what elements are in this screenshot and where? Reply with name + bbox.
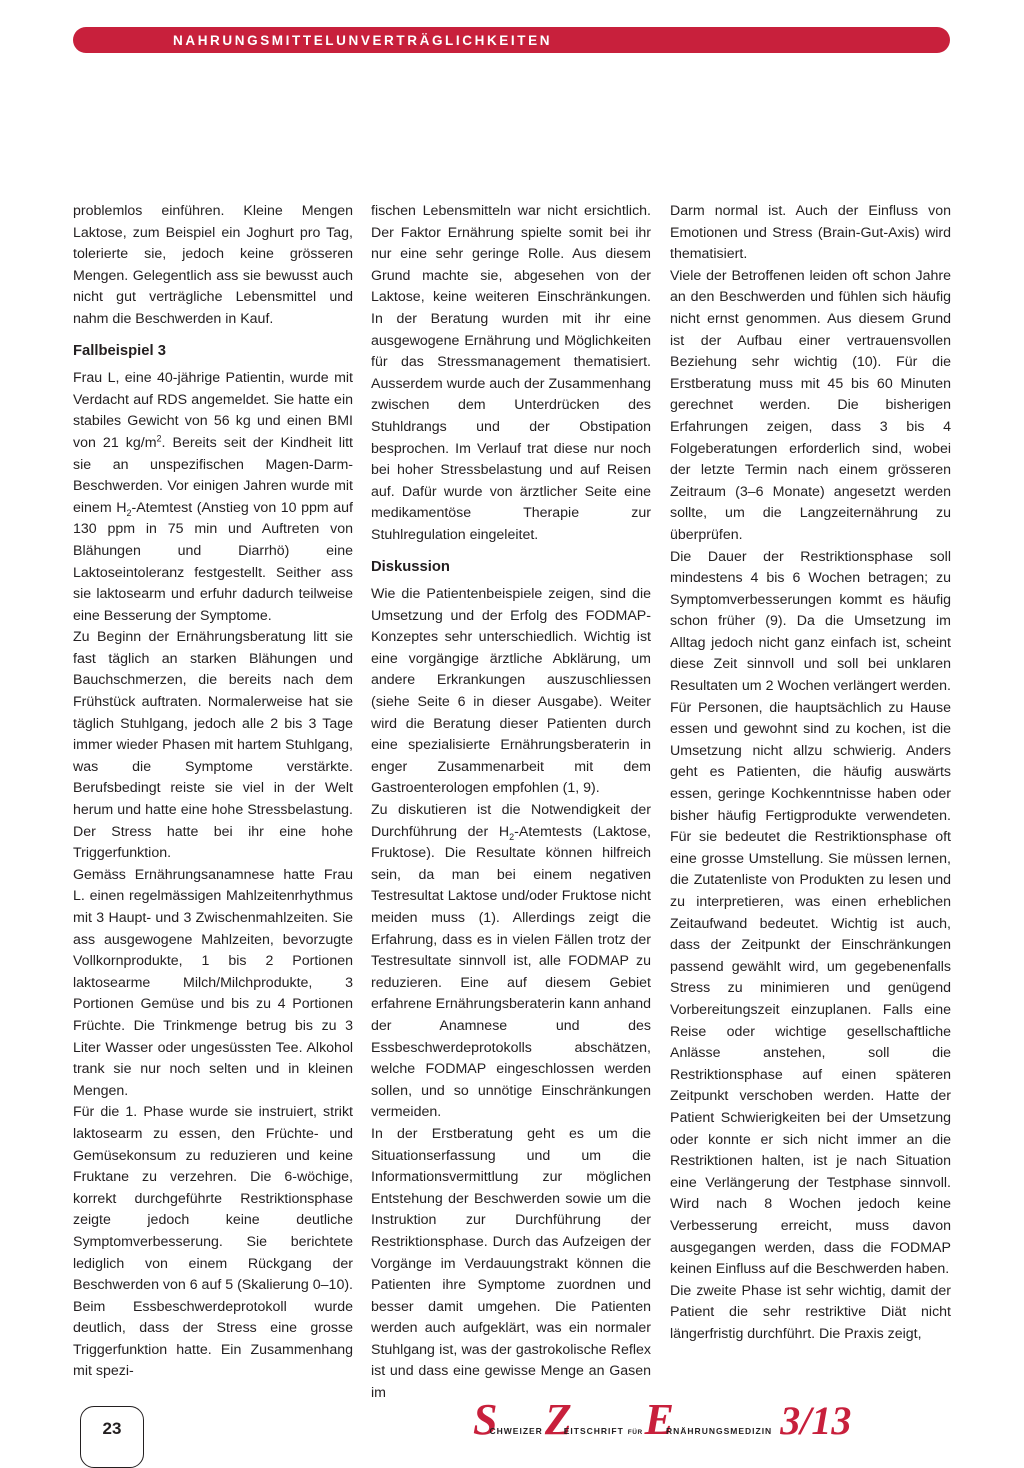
paragraph: Wie die Patientenbeispiele zeigen, sind die Umsetzung und der Erfolg des FODMAP-Konzeptes sehr unterschiedlich. Wichtig ist eine vorgängige ärztliche Abklärung, um andere Erkrankungen auszuschliessen (siehe Seite 6 in dieser Ausgabe). Weiter wird die Beratung dieser Patienten durch eine spezialisierte Ernährungsberaterin in enger Zusammenarbeit mit dem Gastroenterologen empfohlen (1, 9).: [371, 586, 651, 797]
paragraph: Die zweite Phase ist sehr wichtig, damit der Patient die sehr restriktive Diät nicht längerfristig durchführt. Die Praxis zeigt,: [670, 1282, 951, 1342]
masthead-initial-z: Z: [544, 1395, 572, 1444]
column-1: [73, 201, 353, 1383]
heading-fallbeispiel-3: Fallbeispiel 3: [73, 342, 166, 359]
heading-diskussion: Diskussion: [371, 558, 450, 575]
masthead-word: EITSCHRIFT: [563, 1426, 624, 1436]
paragraph: Die Dauer der Restriktionsphase soll mindestens 4 bis 6 Wochen betragen; zu Symptomverbesserungen kommt es häufig schon früher (9). Da die Umsetzung im Alltag jedoch nicht ganz einfach ist, scheint diese Zeit sinnvoll und soll bei unklaren Resultaten um 2 Wochen verlängert werden. Für Personen, die hauptsächlich zu Hause essen und gewohnt sind zu kochen, ist die Umsetzung nicht allzu schwierig. Anders geht es Patienten, die häufig auswärts essen, geringe Kochkenntnisse haben oder bisher häufig Fertigprodukte verwendeten. Für sie bedeutet die Restriktionsphase oft eine grosse Umstellung. Sie müssen lernen, die Zutatenliste von Produkten zu lesen und zu interpretieren, was einen erheblichen Zeitaufwand bedeutet. Wichtig ist auch, dass der Zeitpunkt der Einschränkungen passend gewählt wird, um gegebenenfalls Stress zu minimieren und genügend Vorbereitungszeit einzuplanen. Falls eine Reise oder wichtige gesellschaftliche Anlässe anstehen, soll die Restriktionsphase auf einen späteren Zeitpunkt verschoben werden. Hatte der Patient Schwierigkeiten bei der Umsetzung oder konnte er sich nicht immer an die Restriktionen halten, ist je nach Situation eine Verlängerung der Testphase sinnvoll. Wird nach 8 Wochen jedoch keine Verbesserung erreicht, muss davon ausgegangen werden, dass die FODMAP keinen Einfluss auf die Beschwerden haben.: [670, 548, 951, 1278]
column-2: [371, 201, 651, 1405]
paragraph: Für die 1. Phase wurde sie instruiert, strikt laktosearm zu essen, den Früchte- und Gemüsekonsum zu reduzieren und keine Fruktane zu verzehren. Die 6-wöchige, korrekt durchgeführte Restriktionsphase zeigte jedoch keine deutliche Symptomverbesserung. Sie berichtete lediglich von einem Rückgang der Beschwerden von 6 auf 5 (Skalierung 0–10). Beim Essbeschwerdeprotokoll wurde deutlich, dass der Stress eine grosse Triggerfunktion hatte. Ein Zusammenhang mit spezi-: [73, 1104, 353, 1380]
page-number-tab: [80, 1406, 144, 1468]
masthead-word: FÜR: [627, 1429, 643, 1436]
paragraph: problemlos einführen. Kleine Mengen Laktose, zum Beispiel ein Joghurt pro Tag, tolerierte sie, jedoch keine grösseren Mengen. Gelegentlich ass sie bewusst auch nicht gut verträgliche Lebensmittel und nahm die Beschwerden in Kauf.: [73, 203, 353, 327]
column-3: [670, 201, 951, 1345]
paragraph: Darm normal ist. Auch der Einfluss von Emotionen und Stress (Brain-Gut-Axis) wird thematisiert.: [670, 203, 951, 263]
paragraph: In der Erstberatung geht es um die Situationserfassung und um die Informationsvermittlung zur möglichen Entstehung der Beschwerden sowie um die Instruktion zur Durchführung der Restriktionsphase. Durch das Aufzeigen der Vorgänge im Verdauungstrakt können die Patienten ihre Symptome zuordnen und besser damit umgehen. Die Patienten werden auch aufgeklärt, was ein normaler Stuhlgang ist, was der gastrokolische Reflex ist und dass eine gewisse Menge an Gasen im: [371, 1125, 651, 1402]
masthead-word: CHWEIZER: [489, 1426, 543, 1436]
paragraph: Gemäss Ernährungsanamnese hatte Frau L. einen regelmässigen Mahlzeitenrhythmus mit 3 Haupt- und 3 Zwischenmahlzeiten. Sie ass ausgewogene Mahlzeiten, bevorzugte Vollkornprodukte, 1 bis 2 Portionen laktosearme Milch/Milchprodukte, 3 Portionen Gemüse und bis zu 4 Portionen Früchte. Die Trinkmenge betrug bis zu 3 Liter Wasser oder ungesüssten Tee. Alkohol trank sie nur noch selten und in kleinen Mengen.: [73, 866, 353, 1099]
paragraph: Zu diskutieren ist die Notwendigkeit der Durchführung der $H_2$-Atemtests (Laktose, Fruktose). Die Resultate können hilfreich sein, da man bei einem negativen Testresultat Laktose und/oder Fruktose nicht meiden muss (1). Allerdings zeigt die Erfahrung, dass es in vielen Fällen trotz der Testresultate sinnvoll ist, alle FODMAP zu reduzieren. Eine auf diesem Gebiet erfahrene Ernährungsberaterin kann anhand der Anamnese und des Essbeschwerdeprotokolls abschätzen, welche FODMAP eingeschlossen werden sollen, und so unnötige Einschränkungen vermeiden.: [371, 802, 652, 1121]
page-number: 23: [102, 1419, 122, 1438]
section-title: NAHRUNGSMITTELUNVERTRÄGLICHKEITEN: [173, 33, 553, 48]
masthead-word: RNÄHRUNGSMEDIZIN: [666, 1426, 773, 1436]
header-bar: [73, 27, 950, 53]
masthead-initial-e: E: [644, 1395, 674, 1444]
paragraph: Viele der Betroffenen leiden oft schon Jahre an den Beschwerden und fühlen sich häufig nicht ernst genommen. Aus diesem Grund ist der Aufbau einer vertrauensvollen Beziehung sehr wichtig (10). Für die Erstberatung muss mit 45 bis 60 Minuten gerechnet werden. Die bisherigen Erfahrungen zeigen, dass 3 bis 4 Folgeberatungen erforderlich sind, wobei der letzte Termin nach einem grösseren Zeitraum (3–6 Monate) angesetzt werden sollte, um die Langzeiternährung zu überprüfen.: [670, 267, 951, 543]
issue-number: 3/13: [780, 1398, 852, 1443]
paragraph: fischen Lebensmitteln war nicht ersichtlich. Der Faktor Ernährung spielte somit bei ihr nur eine sehr geringe Rolle. Aus diesem Grund machte sie, abgesehen von der Laktose, keine weiteren Einschränkungen. In der Beratung wurden mit ihr eine ausgewogene Ernährung und Möglichkeiten für das Stressmanagement thematisiert. Ausserdem wurde auch der Zusammenhang zwischen dem Unterdrücken des Stuhldrangs und der Obstipation besprochen. Im Verlauf trat diese nur noch bei hoher Stressbelastung und auf Reisen auf. Dafür wurde von ärztlicher Seite eine medikamentöse Therapie zur Stuhlregulation eingeleitet.: [371, 203, 651, 543]
paragraph: Frau L, eine 40-jährige Patientin, wurde mit Verdacht auf RDS angemeldet. Sie hatte ein stabiles Gewicht von 56 kg und einen BMI von 21 $kg/m^2$. Bereits seit der Kindheit litt sie an unspezifischen Magen-Darm-Beschwerden. Vor einigen Jahren wurde mit einem $H_2$-Atemtest (Anstieg von 10 ppm auf 130 ppm in 75 min und Auftreten von Blähungen und Diarrhö) eine Laktoseintoleranz festgestellt. Seither ass sie laktosearm und erfuhr dadurch teilweise eine Besserung der Symptome.: [73, 370, 353, 624]
journal-masthead: [473, 1394, 851, 1444]
paragraph: Zu Beginn der Ernährungsberatung litt sie fast täglich an starken Blähungen und Bauchschmerzen, die bereits nach dem Frühstück auftraten. Normalerweise hat sie täglich Stuhlgang, jedoch alle 2 bis 3 Tage immer wieder Phasen mit hartem Stuhlgang, was die Symptome verstärkte. Berufsbedingt reiste sie viel in der Welt herum und hatte eine hohe Stressbelastung. Der Stress hatte bei ihr eine hohe Triggerfunktion.: [73, 629, 353, 862]
masthead-initial-s: S: [473, 1395, 498, 1444]
